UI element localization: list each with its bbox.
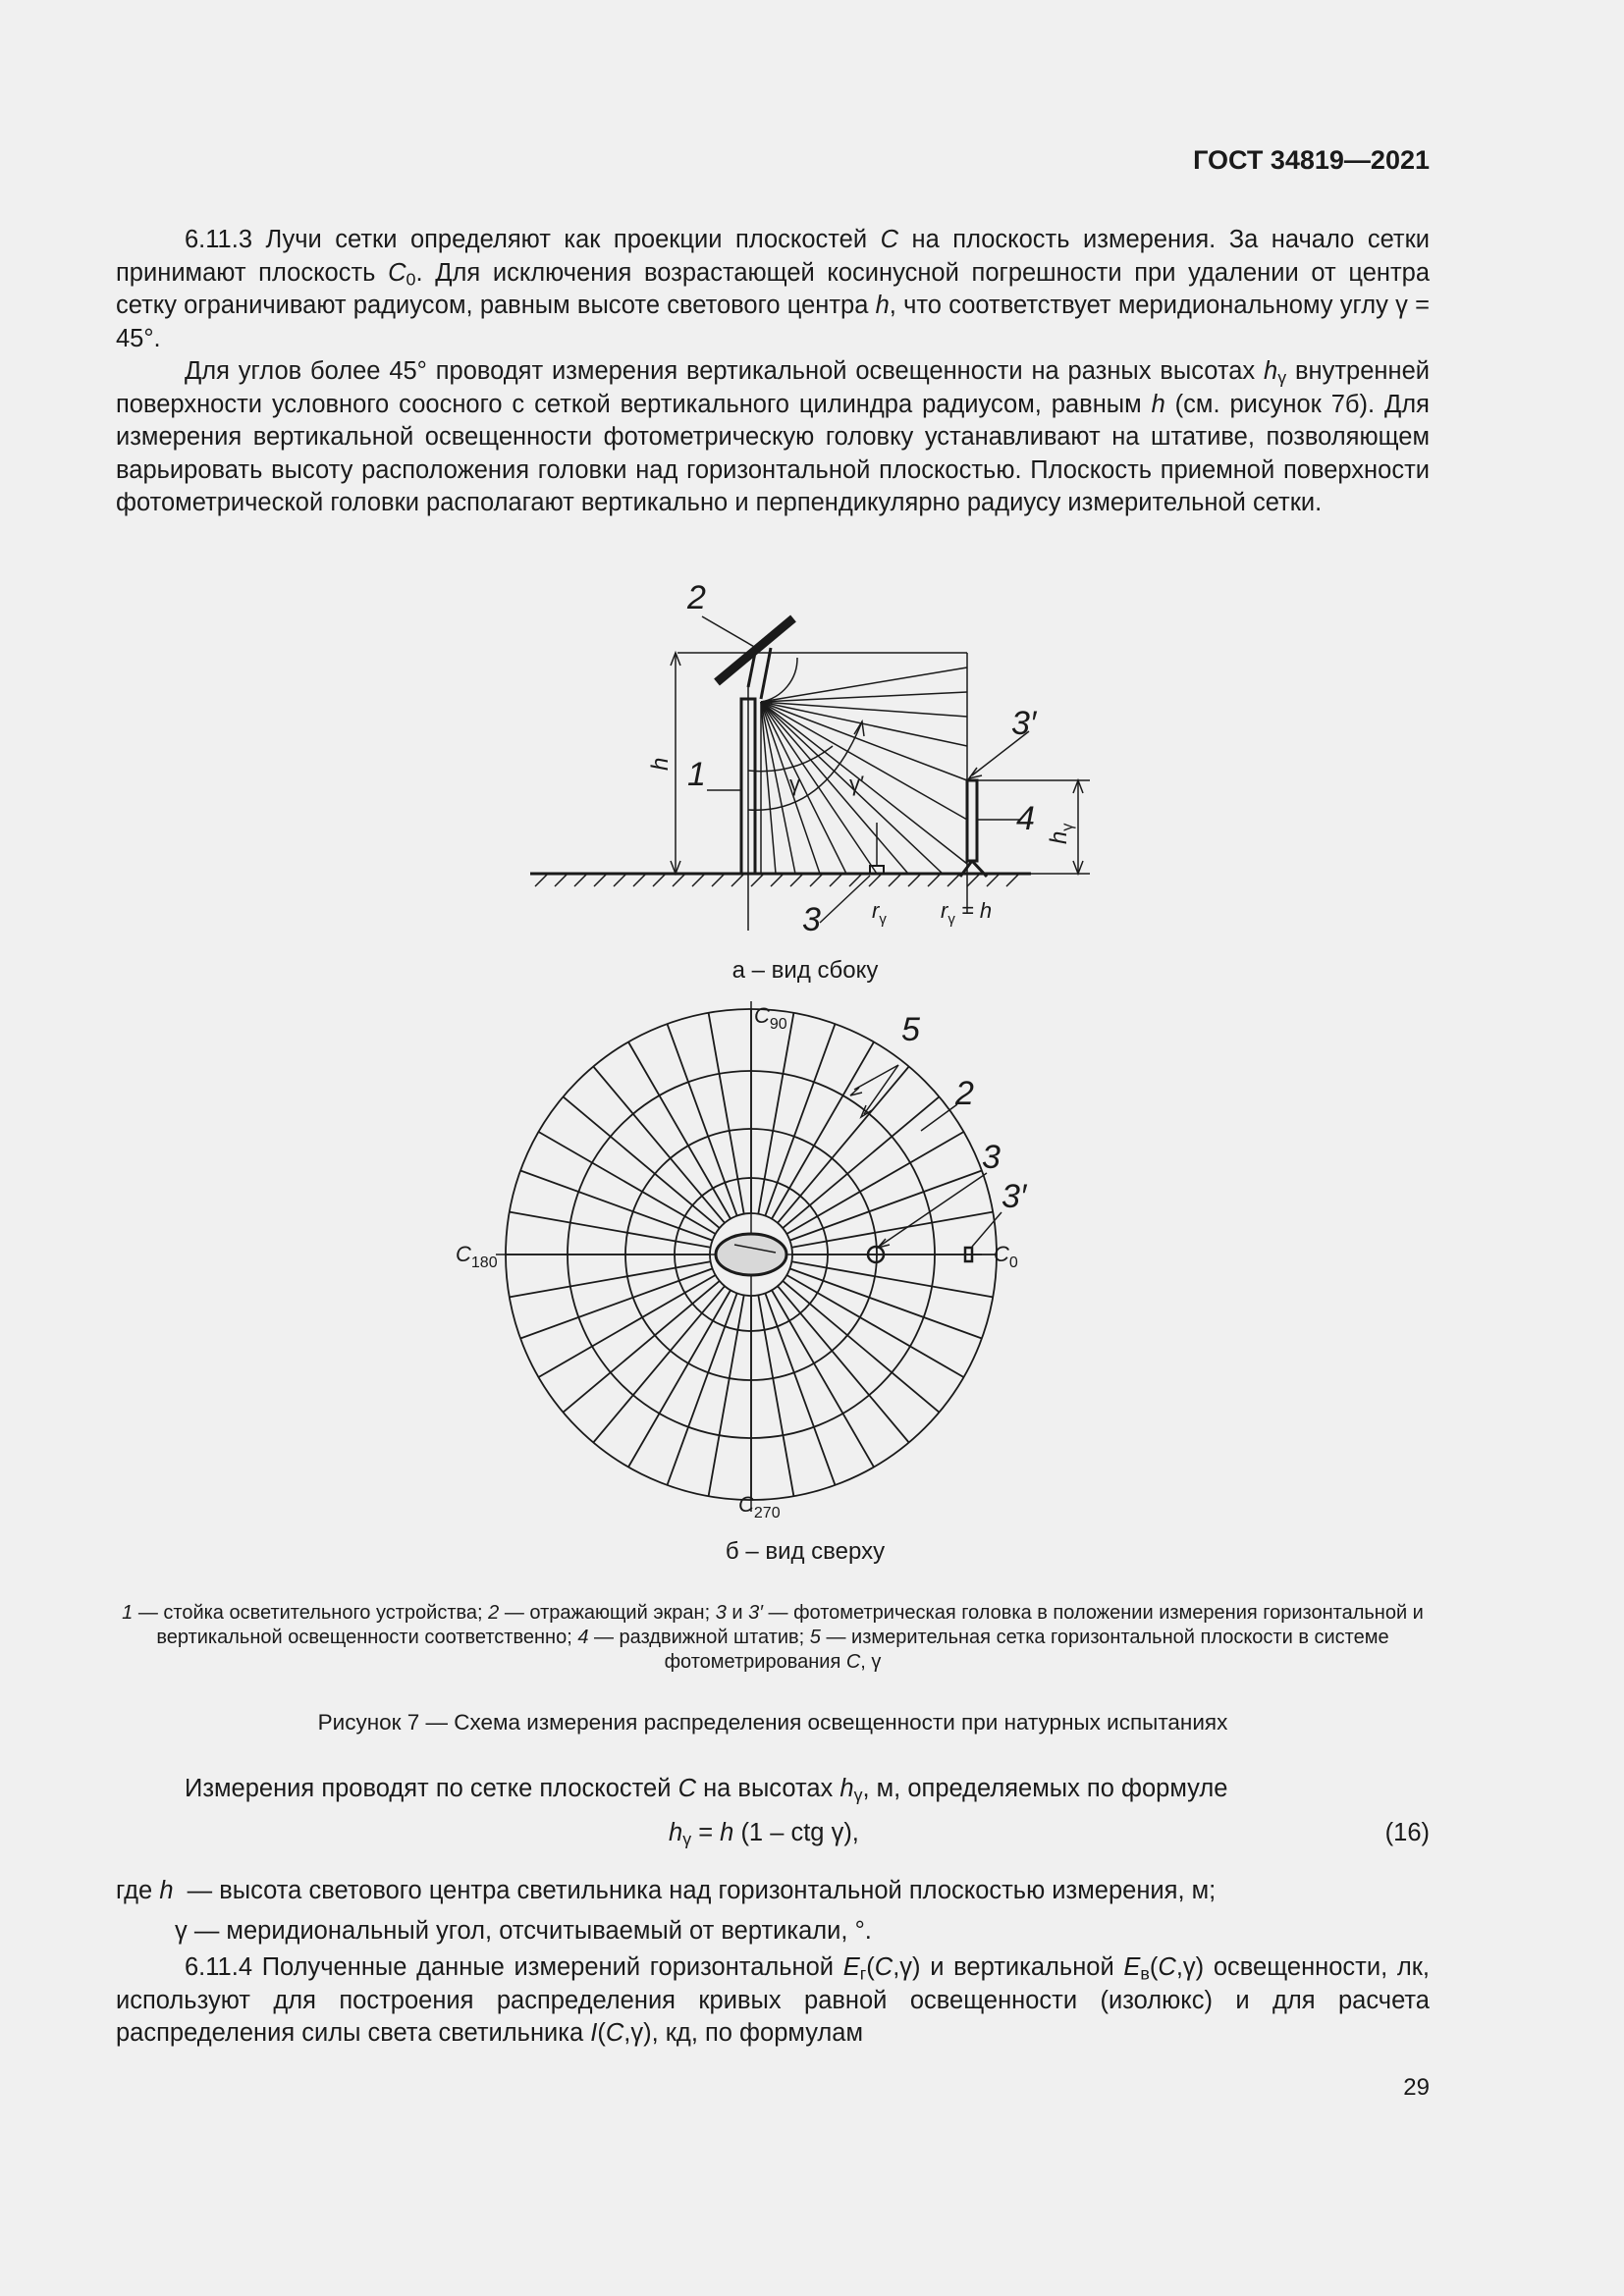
- label-h: h: [647, 757, 674, 771]
- figure-side-view: [511, 574, 1100, 947]
- label-2-top: 2: [955, 1075, 974, 1112]
- page-number: 29: [1403, 2074, 1430, 2101]
- label-c270: $C_{270}$: [738, 1492, 781, 1522]
- paragraph-grid-heights: Измерения проводят по сетке плоскостей C на высотах $h_\gamma$, м, определяемых по формуле: [185, 1775, 1228, 1805]
- caption-side-view: а – вид сбоку: [731, 957, 879, 984]
- grid-ray: [593, 1286, 725, 1442]
- label-3-prime: 3′: [1011, 705, 1037, 742]
- label-c90: $C_{90}$: [754, 1003, 787, 1033]
- paragraph-vertical-illuminance: Для углов более 45° проводят измерения вертикальной освещенности на разных высотах $h_\gamma$ внутренней поверхности условного соосного с сеткой вертикального цилиндра радиусом, равным h (см. рисунок 7б). Для измерения вертикальной освещенности фотометрическую головку устанавливают на штативе, позволяющем варьировать высоту расположения головки над горизонтальной плоскостью. Плоскость приемной поверхности фотометрической головки располагают вертикально и перпендикулярно радиусу измерительной сетки.: [116, 357, 1430, 516]
- formula-16: $h_\gamma = h$ (1 – ctg γ),: [669, 1819, 859, 1849]
- grid-ray: [563, 1281, 719, 1413]
- label-c180: $C_{180}$: [456, 1242, 498, 1271]
- document-code: ГОСТ 34819—2021: [1193, 145, 1430, 175]
- figure-legend: 1 — стойка осветительного устройства; 2 — отражающий экран; 3 и 3′ — фотометрическая головка в положении измерения горизонтальной и вертикальной освещенности соответственно; 4 — раздвижной штатив; 5 — измерительная сетка горизонтальной плоскости в системе фотометрирования C, γ: [122, 1602, 1424, 1673]
- light-rays: [761, 667, 967, 874]
- formula-number: (16): [1384, 1819, 1430, 1846]
- where-h: где h — высота светового центра светильника над горизонтальной плоскостью измерения, м;: [116, 1877, 1217, 1904]
- caption-top-view: б – вид сверху: [725, 1538, 886, 1565]
- label-3: 3: [802, 901, 821, 938]
- reflector-screen: [717, 618, 793, 682]
- label-r-gamma-equals-h: $r_\gamma = h$: [941, 898, 993, 928]
- where-gamma: γ — меридиональный угол, отсчитываемый от вертикали, °.: [175, 1917, 872, 1945]
- label-2: 2: [687, 579, 706, 616]
- label-3-top: 3: [982, 1139, 1001, 1176]
- ground-hatching: [535, 874, 1019, 886]
- label-1: 1: [687, 756, 706, 793]
- figure-top-view: [442, 991, 1051, 1551]
- label-gamma: γ: [789, 772, 800, 796]
- grid-ray: [563, 1096, 719, 1228]
- tripod-stand: [967, 780, 977, 861]
- figure-title: Рисунок 7 — Схема измерения распределения освещенности при натурных испытаниях: [317, 1710, 1228, 1735]
- paragraph-6-11-4: 6.11.4 Полученные данные измерений горизонтальной $E_г(C,\gamma)$ и вертикальной $E_в(C,\gamma)$ освещенности, лк, используют для построения распределения кривых равной освещенности (изолюкс) и для расчета распределения силы света светильника I(C,γ), кд, по формулам: [116, 1953, 1431, 2047]
- label-c0: $C_0$: [994, 1242, 1018, 1271]
- label-h-gamma: $h_\gamma$: [1046, 823, 1076, 844]
- grid-ray: [593, 1066, 725, 1222]
- label-gamma-prime: γ′: [849, 772, 865, 796]
- label-3-prime-top: 3′: [1001, 1178, 1027, 1215]
- label-r-gamma: $r_\gamma$: [872, 898, 887, 928]
- grid-ray: [778, 1066, 909, 1222]
- label-5: 5: [901, 1011, 920, 1048]
- grid-ray: [783, 1281, 939, 1413]
- paragraph-6-11-3: 6.11.3 Лучи сетки определяют как проекции плоскостей C на плоскость измерения. За начало сетки принимают плоскость $C_0$. Для исключения возрастающей косинусной погрешности при удалении от центра сетку ограничивают радиусом, равным высоте светового центра h, что соответствует меридиональному углу γ = 45°.: [116, 226, 1430, 352]
- grid-ray: [778, 1286, 909, 1442]
- label-4: 4: [1016, 800, 1035, 837]
- luminaire-top: [716, 1234, 786, 1275]
